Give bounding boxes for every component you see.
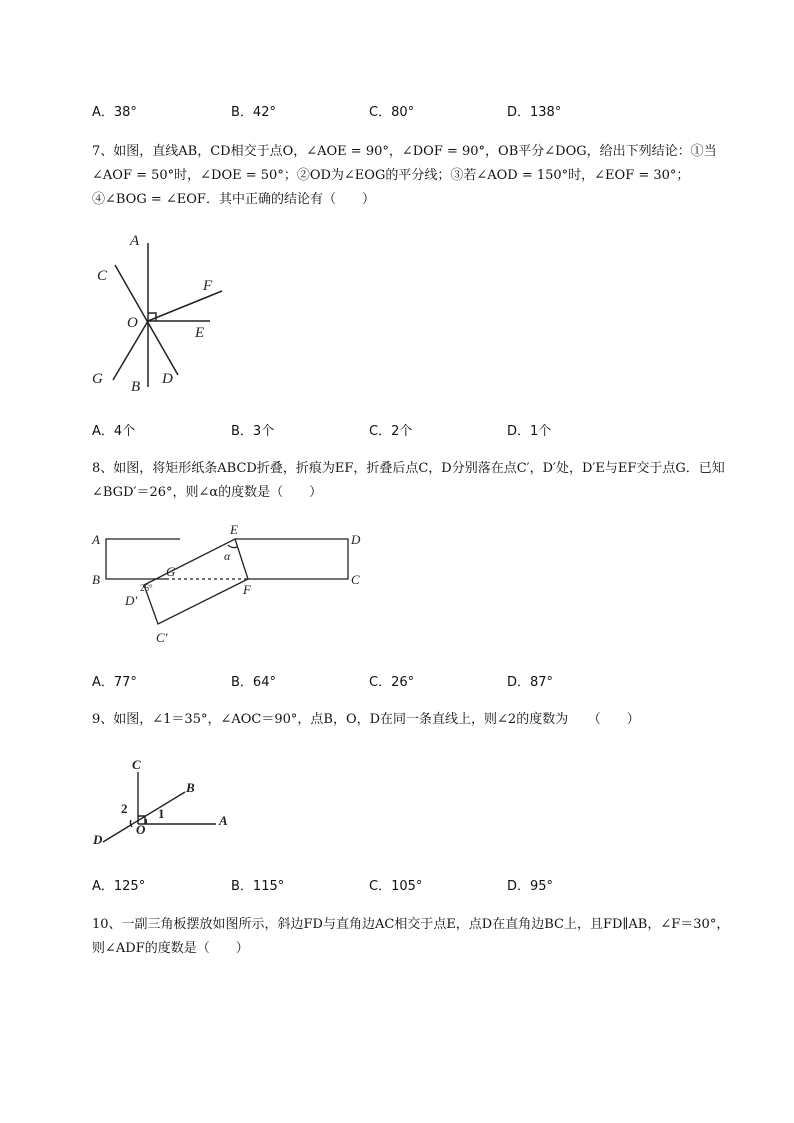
q9-label-d: D: [93, 832, 103, 847]
q9-label-b: B: [186, 780, 195, 795]
q6-option-c: C．80°: [369, 105, 415, 120]
q6-option-b: B．42°: [231, 105, 276, 120]
q7-label-e: E: [195, 325, 205, 341]
q7-label-f: F: [203, 278, 213, 294]
q8-label-g: G: [166, 564, 176, 579]
q9-option-b: B．115°: [231, 879, 285, 894]
q8-angle-label: 26°: [140, 583, 153, 593]
q7-option-a: A．4个: [92, 424, 136, 439]
q8-label-f: F: [243, 582, 251, 597]
q9-option-d: D．95°: [507, 879, 554, 894]
q7-option-d: D．1个: [507, 424, 552, 439]
q8-option-c: C．26°: [369, 675, 415, 690]
q7-label-d: D: [162, 371, 173, 387]
q10-question-text: 10、一副三角板摆放如图所示，斜边FD与直角边AC相交于点E，点D在直角边BC上，且FD∥AB，∠F＝30°，则∠ADF的度数是（ ）: [92, 917, 730, 956]
q9-label-1: 1: [158, 806, 165, 821]
q8-label-d: D: [351, 532, 361, 547]
q8-question-text: 8、如图，将矩形纸条ABCD折叠，折痕为EF，折叠后点C，D分别落在点C′，D′处，D′E与EF交于点G．已知∠BGD′＝26°，则∠α的度数是（ ）: [92, 461, 725, 500]
q6-option-a: A．38°: [92, 105, 137, 120]
q7-label-b: B: [131, 379, 141, 395]
q9-figure: [88, 752, 248, 852]
q8-label-d-prime: D′: [125, 593, 138, 608]
q6-option-d: D．138°: [507, 105, 562, 120]
q8-label-a: A: [92, 532, 100, 547]
q7-option-b: B．3个: [231, 424, 275, 439]
q9-option-a: A．125°: [92, 879, 146, 894]
q8-figure: [88, 520, 378, 655]
q8-option-b: B．64°: [231, 675, 276, 690]
q9-label-2: 2: [121, 801, 128, 816]
q9-question-text: 9、如图，∠1＝35°，∠AOC＝90°，点B，O，D在同一条直线上，则∠2的度数为 （ ）: [92, 712, 640, 727]
q8-label-alpha: α: [224, 549, 231, 563]
q9-label-a: A: [219, 813, 228, 828]
q7-figure: [85, 225, 235, 395]
q7-label-o: O: [127, 315, 138, 331]
q7-label-c: C: [97, 268, 108, 284]
q7-question-text: 7、如图，直线AB，CD相交于点O，∠AOE = 90°，∠DOF = 90°，OB平分∠DOG，给出下列结论：①当∠AOF = 50°时，∠DOE = 50°；②OD为∠EOG的平分线；③若∠AOD = 150°时，∠EOF = 30°；④∠BOG = ∠EOF．其中正确的结论有（ ）: [92, 144, 717, 207]
q9-label-c: C: [132, 757, 141, 772]
q8-label-c: C: [351, 572, 360, 587]
q8-option-a: A．77°: [92, 675, 137, 690]
q9-label-o: O: [136, 822, 146, 837]
q7-label-g: G: [92, 371, 103, 387]
q9-option-c: C．105°: [369, 879, 423, 894]
q8-option-d: D．87°: [507, 675, 554, 690]
q8-label-b: B: [92, 572, 100, 587]
q7-label-a: A: [130, 233, 140, 249]
q8-label-e: E: [230, 522, 238, 537]
q8-label-c-prime: C′: [156, 630, 168, 645]
q7-option-c: C．2个: [369, 424, 413, 439]
